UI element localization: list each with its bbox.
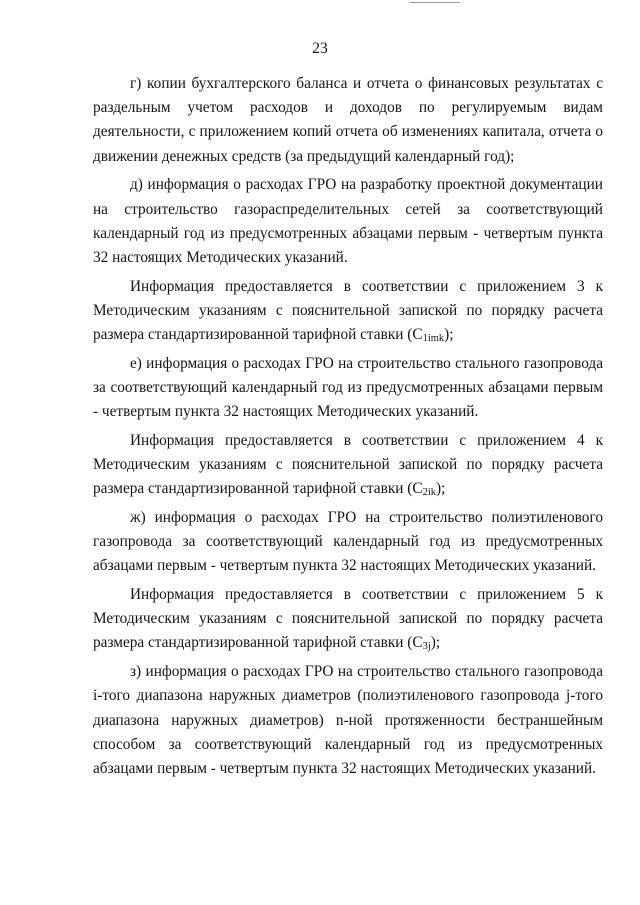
paragraph-z: з) информация о расходах ГРО на строительство стального газопровода i-того диапазона наружных диаметров (полиэтиленового газопровода j-того диапазона наружных диаметров) n-ной протяженности бестраншейным способом за соответствующий календарный год из предусмотренных абзацами первым - четвертым пункта 32 настоящих Методических указаний. — [93, 663, 603, 777]
paragraph-zh: ж) информация о расходах ГРО на строительство полиэтиленового газопровода за соответствующий календарный год из предусмотренных абзацами первым - четвертым пункта 32 настоящих Методических указаний. — [93, 508, 603, 575]
rate-subscript: 1imk — [422, 333, 445, 345]
document-body — [93, 72, 603, 786]
page-number: 23 — [312, 40, 328, 57]
paragraph-end: ); — [430, 634, 441, 652]
paragraph-info-appendix-5 — [93, 583, 603, 656]
paragraph-g: г) копии бухгалтерского баланса и отчета о финансовых результатах с раздельным учетом расходов и доходов по регулируемым видам деятельности, с приложением копий отчета об изменениях капитала, отчета о движении денежных средств (за предыдущий календарный год); — [93, 75, 603, 165]
paragraph-e: е) информация о расходах ГРО на строительство стального газопровода за соответствующий календарный год из предусмотренных абзацами первым - четвертым пункта 32 настоящих Методических указаний. — [93, 354, 603, 421]
paragraph-end: ); — [435, 480, 446, 498]
top-edge-line — [410, 2, 460, 3]
paragraph-text: Информация предоставляется в соответствии с приложением 5 к Методическим указаниям с пояснительной запиской по порядку расчета размера стандартизированной тарифной ставки (C — [93, 586, 603, 652]
paragraph-text: Информация предоставляется в соответствии с приложением 4 к Методическим указаниям с пояснительной запиской по порядку расчета размера стандартизированной тарифной ставки (C — [93, 431, 603, 498]
paragraph-text: Информация предоставляется в соответствии с приложением 3 к Методическим указаниям с пояснительной запиской по порядку расчета размера стандартизированной тарифной ставки (C — [93, 277, 603, 344]
paragraph-end: ); — [444, 326, 454, 344]
rate-subscript: 2ik — [422, 487, 436, 499]
rate-subscript: 3j — [422, 641, 431, 653]
paragraph-d: д) информация о расходах ГРО на разработку проектной документации на строительство газораспределительных сетей за соответствующий календарный год из предусмотренных абзацами первым - четвертым пункта 32 настоящих Методических указаний. — [93, 176, 603, 266]
paragraph-info-appendix-4 — [93, 429, 603, 502]
paragraph-info-appendix-3 — [93, 275, 603, 348]
